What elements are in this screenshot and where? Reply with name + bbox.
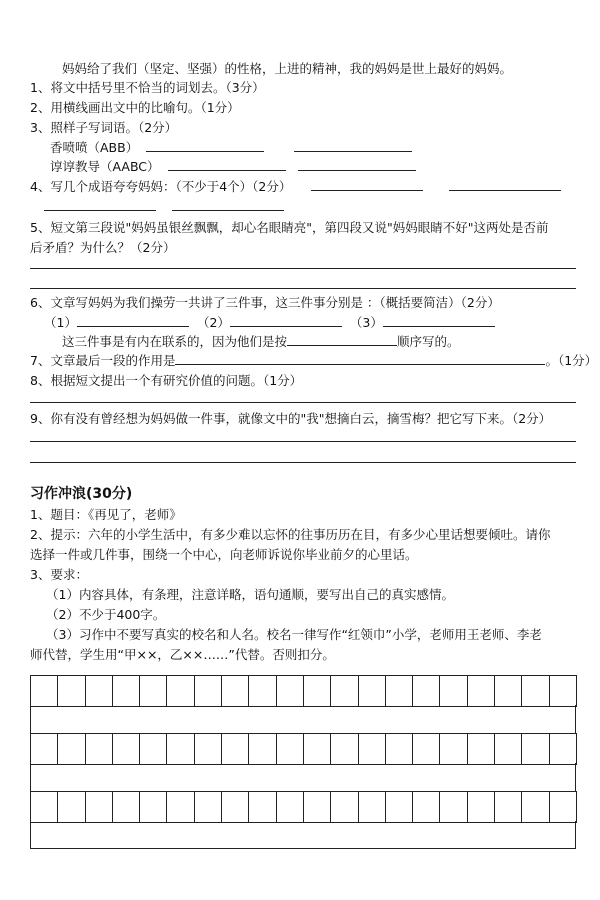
grid-cell[interactable]: [167, 734, 194, 764]
reading-intro: 妈妈给了我们（坚定、坚强）的性格，上进的精神，我的妈妈是世上最好的妈妈。: [62, 61, 513, 76]
question-8: 8、根据短文提出一个有研究价值的问题。（1分）: [30, 373, 303, 388]
grid-cell[interactable]: [495, 734, 522, 764]
grid-cell[interactable]: [167, 676, 194, 706]
question-4-row: [30, 178, 561, 196]
grid-cell[interactable]: [359, 792, 386, 822]
grid-cell[interactable]: [31, 734, 58, 764]
grid-cell[interactable]: [304, 676, 331, 706]
grid-cell[interactable]: [86, 734, 113, 764]
grid-cell[interactable]: [413, 676, 440, 706]
question-2: 2、用横线画出文中的比喻句。（1分）: [30, 100, 240, 115]
grid-blank-row: [30, 763, 576, 791]
writing-topic: 1、题目：《再见了，老师》: [30, 507, 182, 522]
grid-cell-row: [30, 791, 577, 823]
grid-cell[interactable]: [86, 676, 113, 706]
question-5-line-1: 5、短文第三段说"妈妈虽银丝飘飘，却心名眼睛亮"，第四段又说"妈妈眼睛不好"这两处是否前: [30, 220, 549, 235]
grid-cell[interactable]: [222, 792, 249, 822]
grid-cell[interactable]: [550, 792, 577, 822]
grid-cell[interactable]: [413, 792, 440, 822]
q9-answer-line-2[interactable]: [30, 462, 576, 463]
grid-cell[interactable]: [249, 676, 276, 706]
grid-cell[interactable]: [386, 676, 413, 706]
writing-req-1: （1）内容具体，有条理，注意详略，语句通顺，要写出自己的真实感情。: [46, 587, 454, 602]
q5-answer-line-1[interactable]: [30, 268, 576, 269]
q3-row-b: [50, 158, 416, 176]
grid-cell[interactable]: [58, 734, 85, 764]
q3a-answer-line-1[interactable]: [146, 139, 264, 152]
q6-item-3-line[interactable]: [383, 314, 495, 327]
grid-blank-row: [30, 821, 576, 849]
grid-cell[interactable]: [495, 676, 522, 706]
grid-cell[interactable]: [277, 734, 304, 764]
writing-hint-line-2: 选择一件或几件事，围绕一个中心，向老师诉说你毕业前夕的心里话。: [30, 547, 418, 562]
question-7: 7、文章最后一段的作用是: [30, 353, 176, 368]
grid-cell[interactable]: [167, 792, 194, 822]
grid-cell[interactable]: [468, 792, 495, 822]
q4-answer-line-3[interactable]: [44, 198, 156, 211]
question-1: 1、将文中括号里不恰当的词划去。（3分）: [30, 80, 265, 95]
q6-sub-line[interactable]: [287, 333, 397, 346]
grid-cell-row: [30, 733, 577, 765]
grid-cell[interactable]: [359, 734, 386, 764]
q7-answer-line[interactable]: [175, 352, 545, 365]
grid-cell[interactable]: [331, 734, 358, 764]
q6-item-2-line[interactable]: [230, 314, 342, 327]
grid-blank-row: [30, 705, 576, 733]
q3a-answer-line-2[interactable]: [294, 139, 412, 152]
grid-cell[interactable]: [31, 792, 58, 822]
q6-sub-text-b: 顺序写的。: [397, 334, 460, 349]
grid-cell[interactable]: [140, 734, 167, 764]
q3b-answer-line-1[interactable]: [168, 158, 286, 171]
grid-cell-row: [30, 675, 577, 707]
writing-title: 习作冲浪(30分): [30, 486, 133, 502]
q5-answer-line-2[interactable]: [30, 288, 576, 289]
grid-cell[interactable]: [304, 734, 331, 764]
grid-cell[interactable]: [31, 676, 58, 706]
question-5-line-2: 后矛盾？为什么？（2分）: [30, 240, 176, 255]
writing-req-3-line-1: （3）习作中不要写真实的校名和人名。校名一律写作“红领巾”小学，老师用王老师、李老: [46, 627, 542, 642]
q6-item-3-label: （3）: [349, 315, 383, 330]
grid-cell[interactable]: [222, 734, 249, 764]
q6-item-1-label: （1）: [44, 315, 77, 330]
grid-cell[interactable]: [140, 676, 167, 706]
grid-cell[interactable]: [468, 734, 495, 764]
grid-cell[interactable]: [113, 792, 140, 822]
grid-cell[interactable]: [386, 792, 413, 822]
question-4: 4、写几个成语夸夸妈妈：（不少于4个）（2分）: [30, 179, 292, 194]
q8-answer-line[interactable]: [30, 402, 576, 403]
grid-cell[interactable]: [277, 676, 304, 706]
grid-cell[interactable]: [58, 792, 85, 822]
question-3: 3、照样子写词语。（2分）: [30, 120, 178, 135]
grid-cell[interactable]: [359, 676, 386, 706]
grid-cell[interactable]: [468, 676, 495, 706]
grid-cell[interactable]: [550, 676, 577, 706]
grid-cell[interactable]: [249, 734, 276, 764]
grid-cell[interactable]: [331, 792, 358, 822]
grid-cell[interactable]: [195, 676, 222, 706]
q3b-label: 谆谆教导（AABC）: [50, 159, 160, 174]
question-9: 9、你有没有曾经想为妈妈做一件事，就像文中的"我"想摘白云，摘雪梅？把它写下来。（2分）: [30, 411, 552, 426]
grid-cell[interactable]: [550, 734, 577, 764]
composition-grid[interactable]: [30, 675, 576, 859]
grid-cell[interactable]: [495, 792, 522, 822]
q4-answer-line-1[interactable]: [311, 178, 423, 191]
grid-cell[interactable]: [522, 734, 549, 764]
grid-cell[interactable]: [140, 792, 167, 822]
grid-cell[interactable]: [440, 676, 467, 706]
q9-answer-line-1[interactable]: [30, 441, 576, 442]
question-6-sub: [62, 333, 460, 351]
grid-cell[interactable]: [304, 792, 331, 822]
q3b-answer-line-2[interactable]: [298, 158, 416, 171]
question-7-points: 。（1分）: [545, 353, 598, 368]
grid-cell[interactable]: [440, 792, 467, 822]
grid-cell[interactable]: [522, 676, 549, 706]
q4-answer-line-4[interactable]: [172, 198, 284, 211]
grid-cell[interactable]: [277, 792, 304, 822]
q6-item-2-label: （2）: [196, 315, 230, 330]
grid-cell[interactable]: [222, 676, 249, 706]
grid-cell[interactable]: [331, 676, 358, 706]
question-6: 6、文章写妈妈为我们操劳一共讲了三件事，这三件事分别是 ：（概括要简洁）（2分）: [30, 295, 500, 310]
grid-cell[interactable]: [522, 792, 549, 822]
question-6-items: [44, 314, 495, 332]
grid-cell[interactable]: [249, 792, 276, 822]
writing-req-2: （2）不少于400字。: [46, 607, 166, 622]
grid-cell[interactable]: [413, 734, 440, 764]
grid-cell[interactable]: [195, 734, 222, 764]
grid-cell[interactable]: [195, 792, 222, 822]
writing-req-3-line-2: 师代替，学生用“甲××，乙××……”代替。否则扣分。: [30, 647, 335, 662]
grid-cell[interactable]: [113, 676, 140, 706]
grid-cell[interactable]: [113, 734, 140, 764]
q4-answer-line-2[interactable]: [449, 178, 561, 191]
q6-sub-text-a: 这三件事是有内在联系的，因为他们是按: [62, 334, 288, 349]
grid-cell[interactable]: [386, 734, 413, 764]
q6-item-1-line[interactable]: [77, 314, 189, 327]
writing-hint-line-1: 2、提示：六年的小学生活中，有多少难以忘怀的往事历历在目，有多少心里话想要倾吐。请你: [30, 527, 551, 542]
question-4-row-2: [44, 198, 284, 216]
grid-cell[interactable]: [86, 792, 113, 822]
q3a-label: 香喷喷（ABB）: [50, 140, 139, 155]
grid-cell[interactable]: [440, 734, 467, 764]
writing-requirements: 3、要求：: [30, 567, 88, 582]
q3-row-a: [50, 139, 412, 157]
question-7-row: [30, 352, 597, 370]
grid-cell[interactable]: [58, 676, 85, 706]
